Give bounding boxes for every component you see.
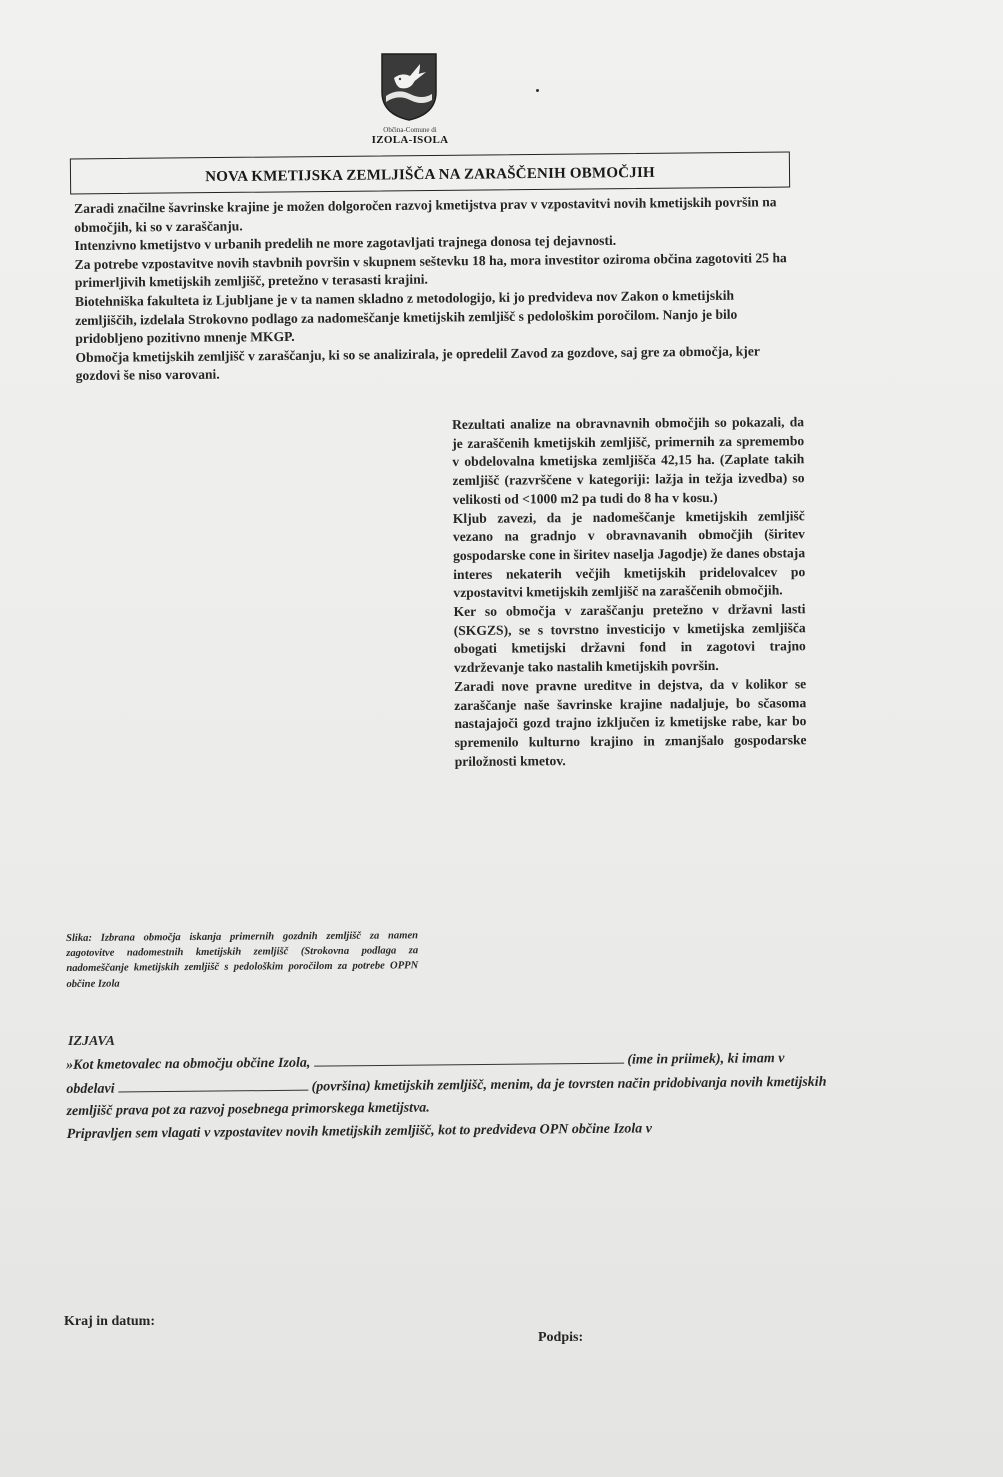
statement-text: »Kot kmetovalec na območju občine Izola, bbox=[66, 1055, 311, 1073]
name-blank-line[interactable] bbox=[314, 1049, 624, 1067]
analysis-paragraph: Rezultati analize na obravnavnih območjih so pokazali, da je zaraščenih kmetijskih zemljišč, primernih za spremembo v obdelovalna kmetijska zemljišča 42,15 ha. (Zaplate takih zemljišč (razvrščene v kategoriji: lažja in težja izvedba) so velikosti od <1000 m2 pa tudi do 8 ha v kosu.) bbox=[452, 414, 805, 507]
municipality-label: Občina-Comune di bbox=[383, 126, 437, 134]
statement-text: Pripravljen sem vlagati v vzpostavitev novih kmetijskih zemljišč, kot to predvideva OPN občine Izola v bbox=[66, 1121, 653, 1142]
statement-text: (površina) kmetijskih zemljišč, menim, da je tovrsten način pridobivanja novih kmetijskih zemljišč prava pot za razvoj posebnega primorskega kmetijstva. bbox=[66, 1074, 827, 1120]
statement-text: (ime in priimek), ki imam v obdelavi bbox=[66, 1051, 785, 1097]
analysis-column bbox=[452, 413, 807, 771]
municipality-name: IZOLA-ISOLA bbox=[371, 134, 449, 146]
intro-paragraph: Biotehniška fakulteta iz Ljubljane je v ta namen skladno z metodologijo, ki jo predvideva nov Zakon o kmetijskih zemljiščih, izdelala Strokovno podlago za nadomeščanje kmetijskih zemljišč s pedološkim poročilom. Nanjo je bilo pridobljeno pozitivno mnenje MKGP. bbox=[74, 287, 738, 347]
analysis-paragraph: Kljub zavezi, da je nadomeščanje kmetijskih zemljišč vezano na gradnjo v obravnavanih območjih (širitev gospodarske cone in širitev naselja Jagodje) že danes obstaja interes nekaterih večjih kmetijskih pridelovalcev po vzpostavitvi kmetijskih zemljišč na zaraščenih območjih. bbox=[452, 507, 806, 601]
analysis-paragraph: Ker so območja v zaraščanju pretežno v državni lasti (SKGZS), se s tovrstno investicijo v kmetijska zemljišča obogati kmetijski državni fond in zagotovi trajno vzdrževanje tako nastalih kmetijskih površin. bbox=[453, 601, 806, 676]
document-title: NOVA KMETIJSKA ZEMLJIŠČA NA ZARAŠČENIH OBMOČJIH bbox=[205, 164, 655, 186]
intro-paragraph: Intenzivno kmetijstvo v urbanih predelih ne more zagotavljati trajnega donosa tej dejavnosti. bbox=[74, 232, 617, 254]
intro-paragraph: Območja kmetijskih zemljišč v zaraščanju, ki so se analizirala, je opredelil Zavod za gozdove, saj gre za območja, kjer gozdovi še niso varovani. bbox=[75, 343, 760, 384]
intro-section bbox=[74, 193, 798, 386]
place-and-date-label: Kraj in datum: bbox=[64, 1314, 155, 1329]
intro-paragraph: Za potrebe vzpostavitve novih stavbnih površin v skupnem seštevku 18 ha, mora investitor oziroma občina zagotoviti 25 ha primerljivih kmetijskih zemljišč, pretežno v terasasti krajini. bbox=[74, 249, 787, 291]
figure-caption: Slika: Izbrana območja iskanja primernih gozdnih zemljišč za namen zagotovitve nadomestnih kmetijskih zemljišč (Strokovna podlaga za nadomeščanje kmetijskih zemljišč s pedološkim poročilom za potrebe OPPN občine Izola bbox=[66, 930, 419, 990]
title-box bbox=[70, 152, 790, 195]
coat-of-arms-dove-icon bbox=[380, 52, 438, 122]
statement-body bbox=[66, 1047, 835, 1147]
analysis-paragraph: Zaradi nove pravne ureditve in dejstva, da v kolikor se zaraščanje naše šavrinske krajine nadaljuje, bo sčasoma nastajajoči gozd trajno izključen iz kmetijske rabe, kar bo spremenilo kulturno krajino in zmanjšalo gospodarske priložnosti kmetov. bbox=[454, 676, 807, 769]
statement-heading: IZJAVA bbox=[68, 1034, 115, 1049]
intro-paragraph: Zaradi značilne šavrinske krajine je možen dolgoročen razvoj kmetijstva prav v vzpostavitvi novih kmetijskih površin na območjih, ki so v zaraščanju. bbox=[74, 194, 777, 235]
area-blank-line[interactable] bbox=[118, 1075, 308, 1092]
ink-speck bbox=[536, 89, 539, 92]
signature-label: Podpis: bbox=[538, 1330, 584, 1345]
